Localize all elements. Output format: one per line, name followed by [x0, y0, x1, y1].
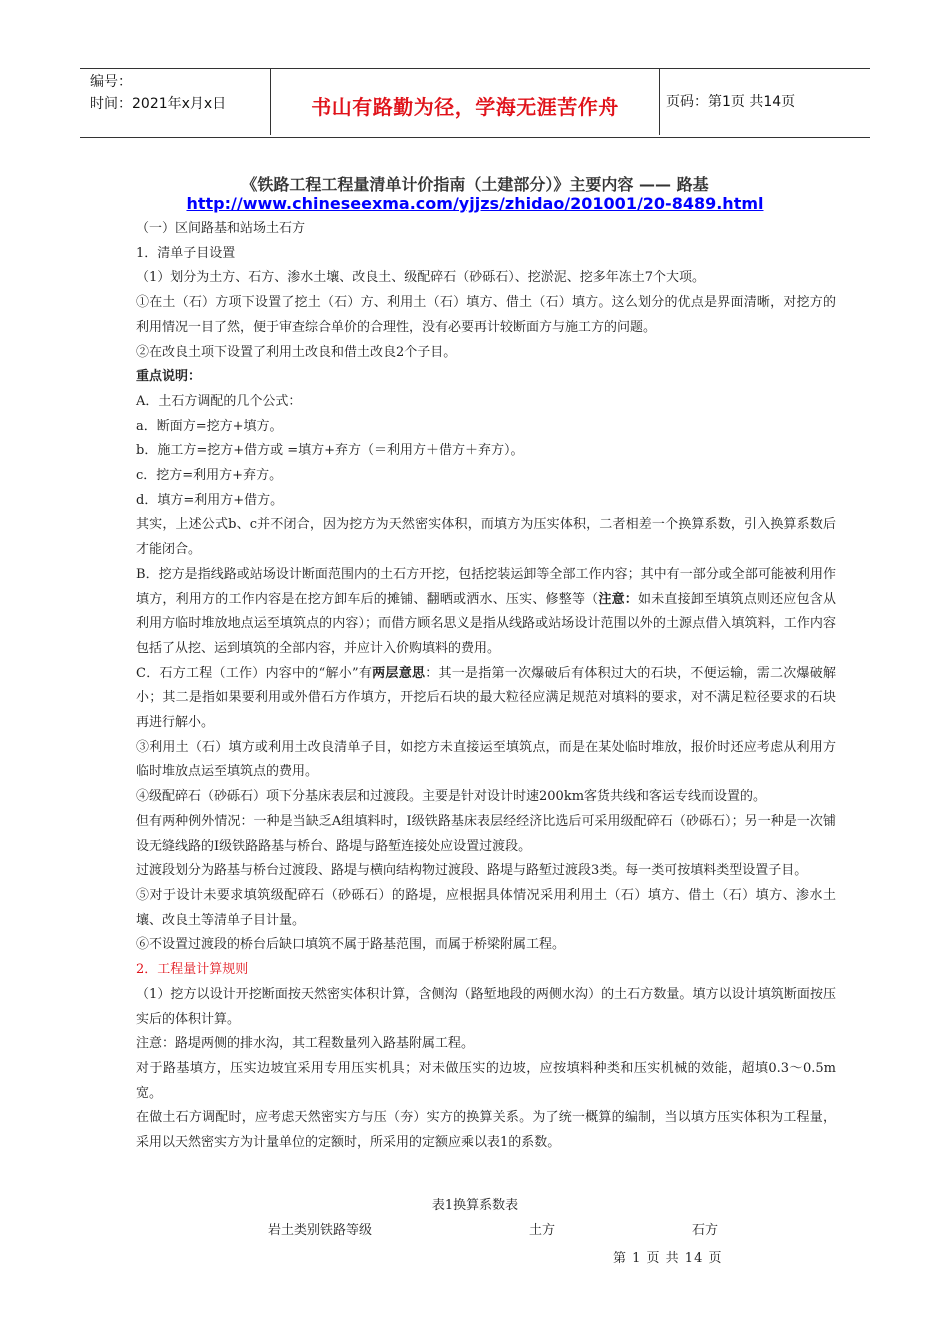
body-paragraph	[136, 1106, 836, 1155]
body-paragraph	[136, 1032, 836, 1057]
body-paragraph	[136, 489, 836, 514]
paragraph-text: 但有两种例外情况：	[136, 813, 254, 829]
paragraph-text: b．施工方=挖方+借方或 =填方+弃方（＝利用方＋借方＋弃方）。	[136, 443, 524, 459]
body-paragraph	[136, 242, 836, 267]
paragraph-text: a．断面方=挖方+填方。	[136, 418, 283, 434]
body-paragraph	[136, 983, 836, 1032]
body-paragraph	[136, 884, 836, 933]
document-title: 《铁路工程工程量清单计价指南（土建部分）》主要内容 —— 路基	[241, 175, 709, 194]
body-paragraph	[136, 439, 836, 464]
paragraph-text: ②在改良土项下设置了利用土改良和借土改良2个子目。	[136, 344, 457, 360]
body-paragraph	[136, 1057, 836, 1106]
body-paragraph	[136, 513, 836, 562]
paragraph-text: ③利用土（石）填方或利用土改良清单子目，如挖方未直接运至填筑点，而是在某处临时堆放，报价时还应考虑从利用方临时堆放点运至填筑点的费用。	[136, 739, 836, 780]
paragraph-text: 两层意思	[372, 665, 426, 681]
table-caption: 表1换算系数表	[431, 1198, 519, 1213]
paragraph-text: 注意：	[136, 1036, 176, 1052]
paragraph-text: （一）区间路基和站场土石方	[136, 221, 306, 236]
paragraph-text: 过渡段划分为路基与桥台过渡段、路堤与横向结构物过渡段、路堤与路堑过渡段3类。每一类可按填料类型设置子目。	[136, 863, 808, 879]
table-header-rockwork: 石方	[692, 1223, 719, 1238]
body-paragraph	[136, 810, 836, 859]
body-paragraph	[136, 415, 836, 440]
paragraph-text: 1．清单子目设置	[136, 245, 236, 261]
paragraph-text: 注意：	[598, 591, 639, 607]
paragraph-text: ⑥不设置过渡段的桥台后缺口填筑不属于路基范围，而属于桥梁附属工程。	[136, 937, 566, 953]
paragraph-text: 对于路基填方，压实边坡宜采用专用压实机具；对未做压实的边坡，应按填料种类和压实机械的效能，超填0.3～0.5m宽。	[136, 1060, 836, 1101]
paragraph-text: ④级配碎石（砂砾石）项下分基床表层和过渡段。主要是针对设计时速200km客货共线和客运专线而设置的。	[136, 789, 767, 805]
body-paragraph	[136, 390, 836, 415]
document-body	[136, 217, 836, 1156]
body-paragraph	[136, 217, 836, 242]
source-link[interactable]: http://www.chineseexma.com/yjjzs/zhidao/201001/20-8489.html	[186, 194, 764, 213]
body-paragraph	[136, 785, 836, 810]
body-paragraph	[136, 933, 836, 958]
header-info	[90, 71, 268, 135]
paragraph-text: （1）挖方以设计开挖断面按天然密实体积计算，含侧沟（路堑地段的两侧水沟）的土石方数量。填方以设计填筑断面按压实后的体积计算。	[136, 986, 836, 1027]
paragraph-text: C．石方工程（工作）内容中的“解小”有	[136, 665, 373, 681]
body-paragraph	[136, 958, 836, 983]
paragraph-text: 如未直接卸至填筑点则还应包含从利用方临时堆放地点运至填筑点的内容）；而借方顾名思义是指从线路或站场设计范围以外的土源点借入填筑料，工作内容包括了从挖、运到填筑的全部内容，并应计入价购填料的费用。	[136, 591, 836, 656]
paragraph-text: 在做土石方调配时，应考虑天然密实方与压（夯）实方的换算关系。为了统一概算的编制，当以填方压实体积为工程量，采用以天然密实方为计量单位的定额时，所采用的定额应乘以表1的系数。	[136, 1110, 836, 1151]
body-paragraph	[136, 341, 836, 366]
body-paragraph	[136, 365, 836, 390]
body-paragraph	[136, 291, 836, 340]
paragraph-text: c．挖方=利用方+弃方。	[136, 468, 283, 484]
page-header	[80, 68, 870, 138]
paragraph-text: ：其一是指第一次爆破后有体积过大的石块，不便运输，需二次爆破解小；其二是指如果要利用或外借石方作填方，开挖后石块的最大粒径应满足规范对填料的要求，对不满足粒径要求的石块再进行解小。	[136, 665, 836, 731]
page-footer: 第 1 页 共 14 页	[613, 1251, 723, 1266]
body-paragraph	[136, 464, 836, 489]
paragraph-text: 路堤两侧的排水沟，其工程数量列入路基附属工程。	[175, 1036, 475, 1052]
body-paragraph	[136, 266, 836, 291]
paragraph-text: A．土石方调配的几个公式：	[136, 393, 302, 409]
table-header-earthwork: 土方	[529, 1223, 556, 1238]
paragraph-text: 其实，上述公式b、c并不闭合，因为挖方为天然密实体积，而填方为压实体积，二者相差一个换算系数，引入换算系数后才能闭合。	[136, 517, 836, 558]
document-number-label: 编号：	[90, 74, 132, 90]
header-motto-cell	[270, 69, 660, 135]
table-header-category: 岩土类别铁路等级	[268, 1223, 373, 1238]
paragraph-text: ①在土（石）方项下设置了挖土（石）方、利用土（石）填方、借土（石）填方。这么划分的优点是界面清晰，对挖方的利用情况一目了然，便于审查综合单价的合理性，没有必要再计较断面方与施工方的问题。	[136, 295, 836, 335]
body-paragraph	[136, 736, 836, 785]
paragraph-text: 一种是当缺乏A组填料时，Ⅰ级铁路基床表层经经济比选后可采用级配碎石（砂砾石）；另一种是一次铺设无缝线路的Ⅰ级铁路路基与桥台、路堤与路堑连接处应设置过渡段。	[136, 813, 836, 854]
paragraph-text: ⑤对于设计未要求填筑级配碎石（砂砾石）的路堤，应根据具体情况采用利用土（石）填方、借土（石）填方、渗水土壤、改良土等清单子目计量。	[136, 887, 836, 928]
body-paragraph	[136, 859, 836, 884]
paragraph-text: （1）划分为土方、石方、渗水土壤、改良土、级配碎石（砂砾石）、挖淤泥、挖多年冻土7个大项。	[136, 270, 706, 286]
document-date-label: 时间：2021年x月x日	[90, 96, 227, 112]
paragraph-text: d．填方=利用方+借方。	[136, 492, 284, 508]
paragraph-text: 2．工程量计算规则	[136, 962, 249, 978]
header-page-info: 页码：第1页 共14页	[666, 94, 796, 110]
body-paragraph	[136, 563, 836, 662]
body-paragraph	[136, 662, 836, 736]
paragraph-text: B．挖方是指线路或站场设计断面范围内的土石方开挖，包括挖装运卸等全部工作内容；其中有一部分或全部可能被利用作填方，利用方的工作内容是在挖方卸车后的摊铺、翻晒或洒水、压实、修整等（	[136, 566, 836, 607]
paragraph-text: 重点说明：	[136, 369, 202, 385]
header-motto: 书山有路勤为径，学海无涯苦作舟	[311, 95, 619, 119]
